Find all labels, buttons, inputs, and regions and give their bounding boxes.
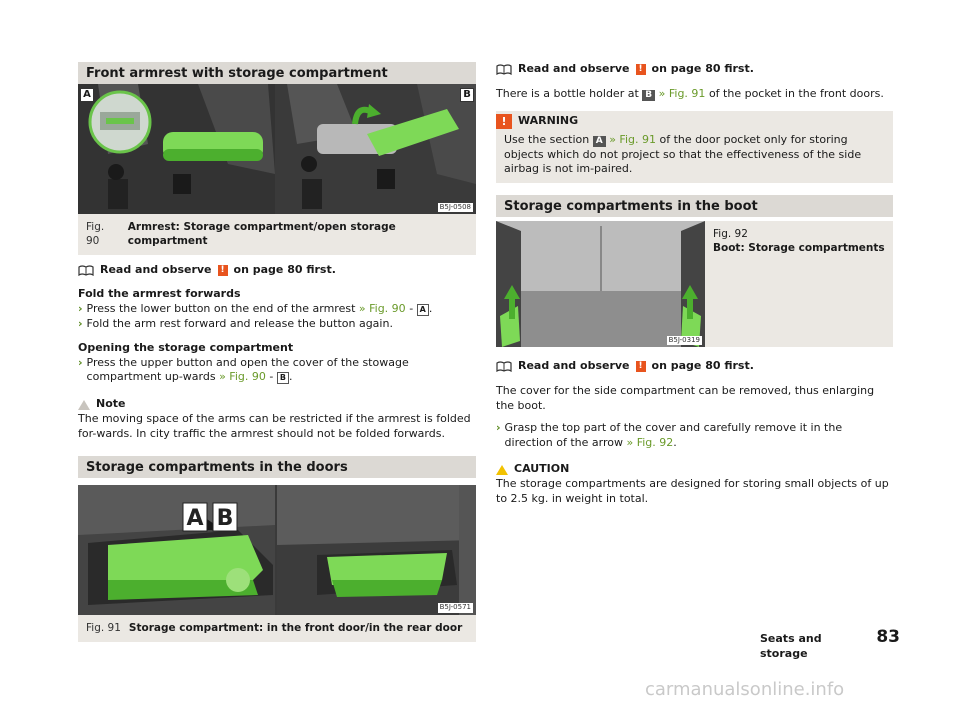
cover-text: The cover for the side compartment can be removed, thus enlarging the boot. — [496, 384, 875, 412]
fig90-link[interactable]: » Fig. 90 — [358, 302, 406, 316]
fig91-code: B5J-0571 — [439, 603, 471, 612]
book-icon — [496, 64, 512, 75]
fold-heading: Fold the armrest forwards — [78, 287, 241, 301]
fig91-panel-rear — [277, 485, 476, 615]
caution-icon — [496, 465, 508, 475]
warning-heading: ! WARNING — [496, 111, 893, 131]
figure-92-caption — [705, 221, 893, 347]
book-icon — [78, 265, 94, 276]
right-column — [496, 62, 893, 507]
read-observe-1: Read and observe ! on page 80 first. — [78, 263, 476, 278]
figure-90 — [78, 84, 476, 255]
figure-90-caption — [78, 214, 476, 255]
fig90-link[interactable]: » Fig. 90 — [219, 370, 266, 384]
read-observe-3: Read and observe ! on page 80 first. — [496, 359, 893, 374]
section-title-boot: Storage compartments in the boot — [496, 195, 893, 217]
grasp-step: › Grasp the top part of the cover and carefully remove it in the direction of the arrow » Fig. 92. — [496, 420, 843, 449]
fig92-code: B5J-0319 — [668, 335, 700, 344]
chevron-icon: › — [78, 316, 83, 330]
label-a-box: A — [417, 304, 429, 316]
fig91-number: Fig. 91 — [86, 621, 121, 634]
section-title-armrest: Front armrest with storage compartment — [78, 62, 476, 84]
footer-section-label: Seats and storage — [760, 632, 822, 660]
boot-compartments-illustration — [496, 221, 705, 347]
fold-step-2: › Fold the arm rest forward and release the button again. — [78, 316, 393, 330]
fig91-panel-front — [78, 485, 275, 615]
figure-91-caption — [78, 615, 476, 642]
chevron-icon: › — [496, 420, 501, 434]
label-b-box: B — [642, 90, 655, 101]
label-a-box: A — [593, 136, 606, 147]
watermark: carmanualsonline.info — [645, 679, 845, 700]
warning-box — [496, 111, 893, 184]
warning-icon: ! — [496, 114, 512, 129]
figure-91-photo — [78, 485, 476, 615]
fig90-code: B5J-0508 — [439, 202, 471, 211]
read-observe-2: Read and observe ! on page 80 first. — [496, 62, 893, 77]
fig90-label-b: B — [460, 88, 474, 102]
chevron-icon: › — [78, 302, 83, 316]
warning-square-icon: ! — [218, 265, 228, 276]
fig92-link[interactable]: » Fig. 92 — [626, 435, 674, 449]
fig91-label-b: B — [216, 505, 234, 531]
fig90-label-a: A — [80, 88, 94, 102]
book-icon — [496, 361, 512, 372]
fig92-caption-text: Boot: Storage compartments — [713, 242, 885, 255]
fig90-number: Fig. 90 — [86, 221, 105, 248]
page-number: 83 — [876, 627, 900, 647]
fig91-caption-text: Storage compartment: in the front door/in the rear door — [128, 621, 463, 634]
fold-step-1: › Press the lower button on the end of the armrest » Fig. 90 - A . — [78, 302, 433, 316]
warning-square-icon: ! — [636, 361, 646, 372]
armrest-closed-illustration — [78, 84, 275, 214]
caution-heading: CAUTION — [496, 462, 893, 477]
left-column — [78, 62, 476, 642]
open-step-1: › Press the upper button and open the cover of the stowage compartment up-wards » Fig. 90 - B . — [78, 355, 409, 384]
figure-90-photo — [78, 84, 476, 214]
fig91-label-a: A — [186, 505, 204, 531]
fig90-caption-text: Armrest: Storage compartment/open storage compartment — [127, 221, 396, 248]
chevron-icon: › — [78, 355, 83, 369]
open-heading: Opening the storage compartment — [78, 340, 294, 354]
armrest-open-illustration — [277, 84, 476, 214]
fig90-panel-a — [78, 84, 275, 214]
section-title-doors: Storage compartments in the doors — [78, 456, 476, 478]
warning-square-icon: ! — [636, 64, 646, 75]
caution-text: The storage compartments are designed for storing small objects of up to 2.5 kg. in weight in total. — [496, 477, 889, 506]
figure-91 — [78, 485, 476, 642]
page-footer — [760, 626, 900, 660]
note-text: The moving space of the arms can be restricted if the armrest is folded for-wards. In city traffic the armrest should not be folded forwards. — [78, 412, 471, 440]
rear-door-pocket-illustration — [277, 485, 476, 615]
fig91-link[interactable]: » Fig. 91 — [658, 86, 706, 100]
figure-92 — [496, 221, 893, 347]
fig90-panel-b — [277, 84, 476, 214]
warning-text: Use the section A » Fig. 91 of the door pocket only for storing objects which do not project so that the effectiveness of the side airbag is not im-paired. — [504, 132, 862, 176]
front-door-pocket-illustration — [78, 485, 275, 615]
fig91-link[interactable]: » Fig. 91 — [609, 132, 656, 146]
note-heading: Note — [78, 397, 476, 412]
figure-92-photo — [496, 221, 705, 347]
bottle-holder-text: There is a bottle holder at B » Fig. 91 of the pocket in the front doors. — [496, 86, 884, 100]
note-icon — [78, 400, 90, 410]
fig92-number: Fig. 92 — [713, 228, 748, 241]
label-b-box: B — [277, 372, 289, 384]
